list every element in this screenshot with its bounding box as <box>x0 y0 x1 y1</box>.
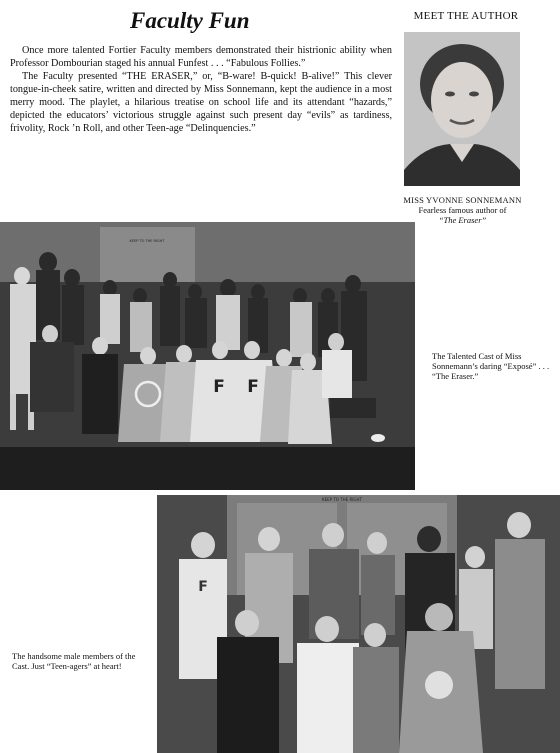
cast-photo-caption: The Talented Cast of Miss Sonnemann’s daring “Exposé” . . . “The Eraser.” <box>432 351 550 381</box>
author-credit <box>395 195 530 225</box>
author-book-title: “The Eraser” <box>438 215 487 225</box>
page-title: Faculty Fun <box>130 8 250 33</box>
male-cast-photo <box>157 495 560 753</box>
article-body <box>10 44 392 135</box>
cast-group-photo <box>0 222 415 490</box>
author-portrait-photo <box>404 32 520 186</box>
cast-photo-sign: KEEP TO THE RIGHT <box>129 239 165 243</box>
cheer-letter-f-2: F <box>247 377 259 397</box>
paragraph-1: Once more talented Fortier Faculty members demonstrated their histrionic ability when Professor Dombourian staged his annual Funfest . . . “Fabulous Follies.” <box>10 45 392 69</box>
sweater-letter-f: F <box>198 579 208 595</box>
men-photo-sign: KEEP TO THE RIGHT <box>322 497 362 502</box>
cheer-letter-f-1: F <box>213 377 225 397</box>
paragraph-2: The Faculty presented “THE ERASER,” or, “B-ware! B-quick! B-alive!” This clever tongue-in-cheek satire, written and directed by Miss Sonnemann, kept the audience in a most merry mood. The playlet, a hilarious treatise on school life and its attendant “hazards,” depicted the educators’ victorious struggle against such present day “evils” as tardiness, frivolity, Rock ’n Roll, and other Teen-age “Delinquencies.” <box>10 71 392 134</box>
meet-author-heading: MEET THE AUTHOR <box>413 10 519 22</box>
author-name: MISS YVONNE SONNEMANN <box>403 195 522 205</box>
author-description: Fearless famous author of <box>418 205 507 215</box>
male-cast-caption: The handsome male members of the Cast. Just “Teen-agers” at heart! <box>12 651 136 671</box>
